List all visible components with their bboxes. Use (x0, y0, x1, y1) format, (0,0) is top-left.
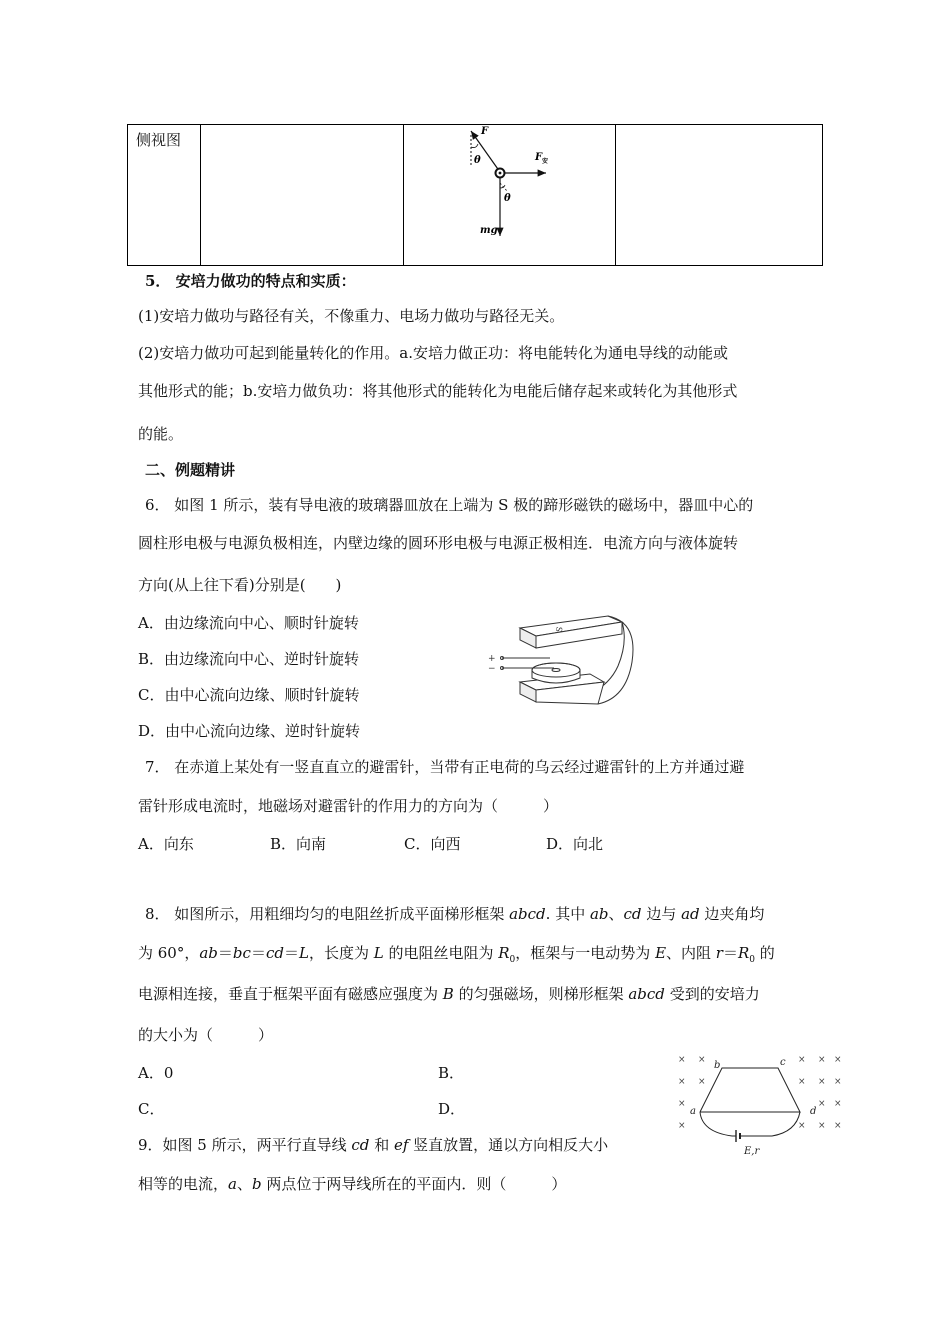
force-diagram-cell (404, 125, 616, 266)
q9-line-1: 9．如图 5 所示，两平行直导线 cd 和 ef 竖直放置，通以方向相反大小 (138, 1136, 609, 1154)
section-2-title: 二、例题精讲 (145, 461, 236, 479)
label-F-an-sub: 安 (542, 158, 549, 165)
magnetic-field-cross: × (678, 1099, 686, 1109)
q8-option-c: C． (138, 1100, 165, 1118)
q8-option-a: A．0 (138, 1064, 174, 1082)
angle-arc-top (471, 144, 478, 148)
side-view-label-cell (128, 125, 201, 266)
q6-option-a: A．由边缘流向中心、顺时针旋转 (138, 614, 359, 632)
angle-arc-bottom (500, 185, 505, 188)
empty-cell-2 (616, 125, 823, 266)
label-F-an: F (535, 152, 543, 163)
label-mg: mg (480, 225, 498, 236)
label-c: c (780, 1057, 786, 1068)
side-view-label: 侧视图 (136, 131, 182, 149)
q8-line-1: 8． 如图所示，用粗细均匀的电阻丝折成平面梯形框架 abcd. 其中 ab、cd 边与 ad 边夹角均 (145, 905, 765, 923)
magnetic-field-cross: × (798, 1121, 806, 1131)
section-5-point-2-line-2: 其他形式的能；b.安培力做负功：将其他形式的能转化为电能后储存起来或转化为其他形式 (138, 382, 738, 400)
circuit-wire-left (700, 1112, 732, 1136)
label-plus: + (488, 654, 496, 664)
magnetic-field-cross: × (798, 1055, 806, 1065)
label-F: F (481, 126, 489, 137)
circuit-wire-right (744, 1112, 800, 1136)
q8-line-4: 的大小为（ ） (138, 1026, 274, 1044)
label-S-pole: S (554, 626, 565, 634)
magnetic-field-cross: × (678, 1121, 686, 1131)
label-b: b (714, 1060, 721, 1071)
empty-cell-1 (201, 125, 404, 266)
magnetic-field-cross: × (818, 1077, 826, 1087)
label-d: d (810, 1106, 817, 1117)
label-theta-bottom: θ (504, 193, 511, 204)
q8-option-d: D． (438, 1100, 466, 1118)
section-5-point-2-line-3: 的能。 (138, 425, 184, 443)
magnetic-field-cross: × (834, 1055, 842, 1065)
q8-option-b: B． (438, 1064, 465, 1082)
magnetic-field-cross: × (834, 1077, 842, 1087)
trapezoid-frame (700, 1068, 800, 1112)
magnetic-field-cross: × (678, 1055, 686, 1065)
magnetic-field-cross: × (698, 1077, 706, 1087)
magnetic-field-cross: × (818, 1121, 826, 1131)
magnetic-field-cross: × (818, 1099, 826, 1109)
q6-option-c: C．由中心流向边缘、顺时针旋转 (138, 686, 360, 704)
horseshoe-magnet-figure (480, 612, 640, 717)
q6-line-2: 圆柱形电极与电源负极相连，内壁边缘的圆环形电极与电源正极相连．电流方向与液体旋转 (138, 534, 739, 552)
q7-option-d: D．向北 (546, 835, 604, 853)
magnetic-field-cross: × (818, 1055, 826, 1065)
trapezoid-circuit-figure (672, 1046, 844, 1158)
label-Er: E,r (744, 1146, 760, 1157)
magnetic-field-cross: × (798, 1077, 806, 1087)
section-5-point-1: (1)安培力做功与路径有关，不像重力、电场力做功与路径无关。 (138, 307, 565, 325)
q8-line-2: 为 60°，ab＝bc＝cd＝L，长度为 L 的电阻丝电阻为 $R_0$，框架与一电动势为 E、内阻 $r=R_0$ 的 (138, 944, 775, 965)
q6-line-1: 6． 如图 1 所示，装有导电液的玻璃器皿放在上端为 S 极的蹄形磁铁的磁场中，器皿中心的 (145, 496, 754, 514)
q8-line-3: 电源相连接，垂直于框架平面有磁感应强度为 B 的匀强磁场，则梯形框架 abcd 受到的安培力 (138, 985, 760, 1003)
label-theta-top: θ (474, 155, 481, 166)
q7-option-a: A．向东 (138, 835, 194, 853)
magnetic-field-cross: × (678, 1077, 686, 1087)
section-5-title: 5． 安培力做功的特点和实质： (145, 272, 356, 290)
q7-line-2: 雷针形成电流时，地磁场对避雷针的作用力的方向为（ ） (138, 797, 559, 815)
magnetic-field-cross: × (834, 1099, 842, 1109)
side-view-table (127, 124, 823, 266)
q6-option-b: B．由边缘流向中心、逆时针旋转 (138, 650, 360, 668)
q7-option-c: C．向西 (404, 835, 461, 853)
section-5-point-2-line-1: (2)安培力做功可起到能量转化的作用。a.安培力做正功：将电能转化为通电导线的动能或 (138, 344, 728, 362)
force-diagram (404, 125, 615, 261)
q6-line-3: 方向(从上往下看)分别是( ) (138, 576, 342, 594)
q6-option-d: D．由中心流向边缘、逆时针旋转 (138, 722, 361, 740)
q9-line-2: 相等的电流，a、b 两点位于两导线所在的平面内．则（ ） (138, 1175, 567, 1193)
q7-line-1: 7． 在赤道上某处有一竖直直立的避雷针，当带有正电荷的乌云经过避雷针的上方并通过避 (145, 758, 745, 776)
label-minus: − (488, 664, 496, 674)
q7-option-b: B．向南 (270, 835, 327, 853)
magnetic-field-cross: × (698, 1055, 706, 1065)
magnetic-field-cross: × (834, 1121, 842, 1131)
label-a: a (690, 1106, 696, 1117)
